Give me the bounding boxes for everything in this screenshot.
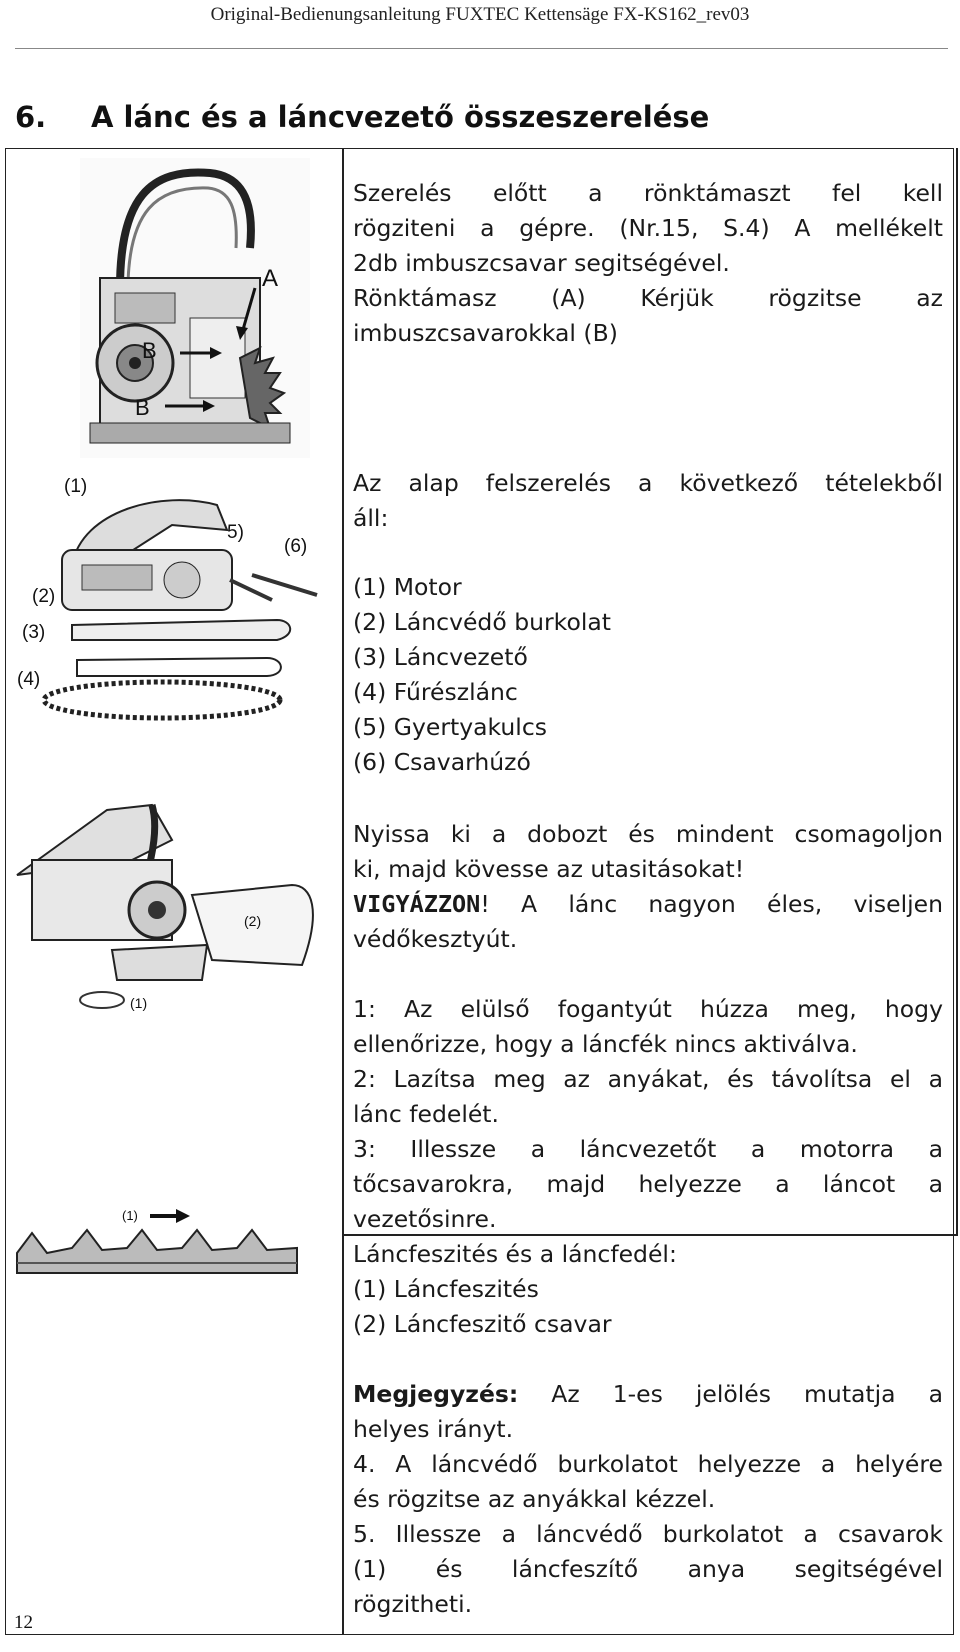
text-unpack <box>353 817 943 957</box>
figure-log-support-illustration <box>80 158 310 458</box>
text-line: Nyissa ki a dobozt és mindent csomagoljon <box>353 820 943 848</box>
text-line: ellenőrizze, hogy a láncfék nincs aktiválva. <box>353 1030 858 1058</box>
section-number: 6. <box>15 100 47 134</box>
list-item: (2) Láncvédő burkolat <box>353 608 611 636</box>
text-steps <box>353 992 943 1237</box>
figure-parts-overview-illustration <box>12 470 337 755</box>
parts-label-6: (6) <box>284 536 308 557</box>
text-line: védőkesztyút. <box>353 925 518 953</box>
text-line: rögziteni a gépre. (Nr.15, S.4) A mellékelt <box>353 214 943 242</box>
text-line: 5. Illessze a láncvédő burkolatot a csavarok <box>353 1520 943 1548</box>
text-line: 3: Illessze a láncvezetőt a motorra a <box>353 1135 943 1163</box>
figure-label-b-lower: B <box>135 395 150 420</box>
note-text: Az 1-es jelölés mutatja a <box>518 1380 943 1408</box>
list-item: (4) Fűrészlánc <box>353 678 518 706</box>
text-line: áll: <box>353 504 389 532</box>
text-line: 2db imbuszcsavar segitségével. <box>353 249 730 277</box>
text-line: (1) Láncfeszités <box>353 1275 539 1303</box>
equipment-list <box>353 570 943 780</box>
text-line: és rögzitse az anyákkal kézzel. <box>353 1485 716 1513</box>
parts-label-1: (1) <box>64 476 88 497</box>
text-line: 4. A láncvédő burkolatot helyezze a helyére <box>353 1450 943 1478</box>
figure-label-b-upper: B <box>142 338 157 363</box>
text-line: imbuszcsavarokkal (B) <box>353 319 618 347</box>
figure-label-a: A <box>262 265 279 292</box>
page-number: 12 <box>14 1612 33 1633</box>
text-line: Rönktámasz (A) Kérjük rögzitse az <box>353 284 943 312</box>
section-heading <box>15 100 709 134</box>
text-line: Az alap felszerelés a következő tételekből <box>353 469 943 497</box>
figure-chain-cover-illustration <box>12 800 337 1015</box>
text-line: rögzitheti. <box>353 1590 473 1618</box>
text-line: vezetősinre. <box>353 1205 497 1233</box>
list-item: (3) Láncvezető <box>353 643 528 671</box>
text-line: Szerelés előtt a rönktámaszt fel kell <box>353 179 943 207</box>
text-line: (1) és láncfeszítő anya segitségével <box>353 1555 943 1583</box>
text-mounting <box>353 176 943 351</box>
warning-text: ! A lánc nagyon éles, viseljen <box>480 890 943 918</box>
warning-label: VIGYÁZZON <box>353 890 481 918</box>
text-line: 1: Az elülső fogantyút húzza meg, hogy <box>353 995 943 1023</box>
text-line: 2: Lazítsa meg az anyákat, és távolítsa el a <box>353 1065 943 1093</box>
list-item: (6) Csavarhúzó <box>353 748 531 776</box>
text-line: (2) Láncfeszitő csavar <box>353 1310 612 1338</box>
text-note <box>353 1377 943 1622</box>
header-rule <box>15 48 948 49</box>
warning-line <box>353 887 943 922</box>
frame-right-edge-notch <box>956 148 958 1234</box>
parts-label-3: (3) <box>22 622 46 643</box>
column-divider <box>342 148 344 1635</box>
figure-chain-direction-illustration <box>12 1198 302 1288</box>
text-line: Láncfeszités és a láncfedél: <box>353 1240 677 1268</box>
text-line: helyes irányt. <box>353 1415 514 1443</box>
note-label: Megjegyzés: <box>353 1380 519 1408</box>
note-line <box>353 1377 943 1412</box>
text-line: tőcsavarokra, majd helyezze a láncot a <box>353 1170 943 1198</box>
parts-label-4: (4) <box>17 669 41 690</box>
section-title: A lánc és a láncvezető összeszerelése <box>91 100 710 134</box>
text-tension <box>353 1237 943 1342</box>
parts-label-2: (2) <box>32 586 56 607</box>
parts-label-5: 5) <box>227 522 244 543</box>
cover-label-1: (1) <box>130 995 148 1011</box>
chain-label-1: (1) <box>122 1208 138 1223</box>
text-line: lánc fedelét. <box>353 1100 499 1128</box>
document-header: Original-Bedienungsanleitung FUXTEC Kettensäge FX-KS162_rev03 <box>210 4 750 25</box>
list-item: (1) Motor <box>353 573 462 601</box>
text-equipment-intro <box>353 466 943 536</box>
text-line: ki, majd kövesse az utasitásokat! <box>353 855 745 883</box>
list-item: (5) Gyertyakulcs <box>353 713 547 741</box>
cover-label-2: (2) <box>244 913 262 929</box>
